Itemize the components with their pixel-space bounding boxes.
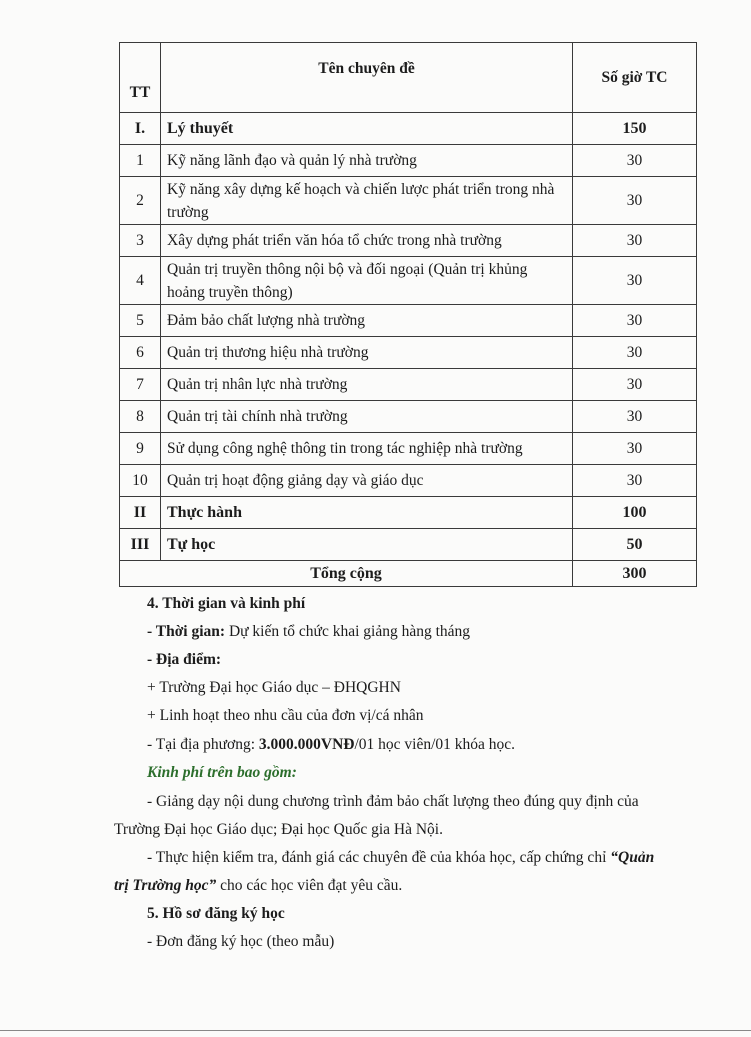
local-fee-amount: 3.000.000VNĐ: [258, 736, 355, 753]
row-topic: Thực hành: [161, 497, 573, 529]
row-tt: 4: [120, 257, 161, 305]
row-tt: III: [120, 529, 161, 561]
fee-item-2-line-2: [114, 874, 402, 898]
section-5-heading: 5. Hồ sơ đăng ký học: [147, 905, 285, 922]
header-topic-name: Tên chuyên đề: [161, 43, 573, 113]
row-tt: 8: [120, 401, 161, 433]
place-item-1: + Trường Đại học Giáo dục – ĐHQGHN: [147, 679, 401, 696]
page-bottom-rule: [0, 1030, 751, 1031]
place-item-2: + Linh hoạt theo nhu cầu của đơn vị/cá nhân: [147, 707, 424, 724]
row-topic: Quản trị hoạt động giảng dạy và giáo dục: [161, 465, 573, 497]
fee-item-2-prefix: - Thực hiện kiểm tra, đánh giá các chuyên đề của khóa học, cấp chứng chỉ: [147, 849, 611, 866]
row-tt: 10: [120, 465, 161, 497]
margin-stamp-marks: [732, 440, 746, 560]
fee-item-1-line-2: Trường Đại học Giáo dục; Đại học Quốc gia Hà Nội.: [114, 821, 443, 838]
row-tt: 3: [120, 225, 161, 257]
total-hours: 300: [573, 561, 697, 587]
row-tt: 5: [120, 305, 161, 337]
fee-includes-heading: Kinh phí trên bao gồm:: [147, 764, 297, 781]
row-topic: Quản trị tài chính nhà trường: [161, 401, 573, 433]
local-fee-suffix: /01 học viên/01 khóa học.: [354, 736, 516, 753]
time-label: - Thời gian:: [147, 623, 226, 640]
row-hours: 150: [573, 113, 697, 145]
row-tt: 7: [120, 369, 161, 401]
time-line: [147, 620, 470, 644]
row-topic: Kỹ năng xây dựng kế hoạch và chiến lược phát triển trong nhà trường: [161, 177, 573, 225]
row-topic: Quản trị nhân lực nhà trường: [161, 369, 573, 401]
row-tt: II: [120, 497, 161, 529]
row-tt: 9: [120, 433, 161, 465]
row-tt: 2: [120, 177, 161, 225]
fee-item-1-line-1: - Giảng dạy nội dung chương trình đảm bảo chất lượng theo đúng quy định của: [147, 793, 639, 810]
fee-item-2-suffix: cho các học viên đạt yêu cầu.: [216, 877, 403, 894]
row-topic: Quản trị thương hiệu nhà trường: [161, 337, 573, 369]
row-hours: 100: [573, 497, 697, 529]
fee-item-2-quote-start: “Quản: [610, 849, 655, 866]
row-topic: Sử dụng công nghệ thông tin trong tác nghiệp nhà trường: [161, 433, 573, 465]
section-5-item-1: - Đơn đăng ký học (theo mẫu): [147, 933, 335, 950]
row-hours: 30: [573, 401, 697, 433]
row-hours: 30: [573, 177, 697, 225]
row-hours: 30: [573, 305, 697, 337]
section-4-heading: 4. Thời gian và kinh phí: [147, 595, 306, 612]
row-hours: 30: [573, 145, 697, 177]
time-value: Dự kiến tổ chức khai giảng hàng tháng: [225, 623, 471, 640]
header-hours: Số giờ TC: [573, 43, 697, 113]
row-topic: Xây dựng phát triển văn hóa tổ chức trong nhà trường: [161, 225, 573, 257]
row-tt: I.: [120, 113, 161, 145]
row-topic: Lý thuyết: [161, 113, 573, 145]
row-hours: 50: [573, 529, 697, 561]
row-hours: 30: [573, 465, 697, 497]
fee-item-2-quote-end: trị Trường học”: [114, 877, 217, 894]
row-topic: Tự học: [161, 529, 573, 561]
place-label: - Địa điểm:: [147, 651, 222, 668]
local-fee-prefix: - Tại địa phương:: [147, 736, 259, 753]
header-tt: TT: [120, 43, 161, 113]
row-tt: 6: [120, 337, 161, 369]
row-hours: 30: [573, 369, 697, 401]
row-topic: Kỹ năng lãnh đạo và quản lý nhà trường: [161, 145, 573, 177]
local-fee-line: [147, 733, 515, 757]
total-label: Tổng cộng: [120, 561, 573, 587]
fee-item-2-line-1: [147, 846, 654, 870]
row-hours: 30: [573, 257, 697, 305]
row-hours: 30: [573, 433, 697, 465]
row-hours: 30: [573, 337, 697, 369]
row-topic: Quản trị truyền thông nội bộ và đối ngoại (Quản trị khủng hoảng truyền thông): [161, 257, 573, 305]
row-tt: 1: [120, 145, 161, 177]
row-hours: 30: [573, 225, 697, 257]
row-topic: Đảm bảo chất lượng nhà trường: [161, 305, 573, 337]
